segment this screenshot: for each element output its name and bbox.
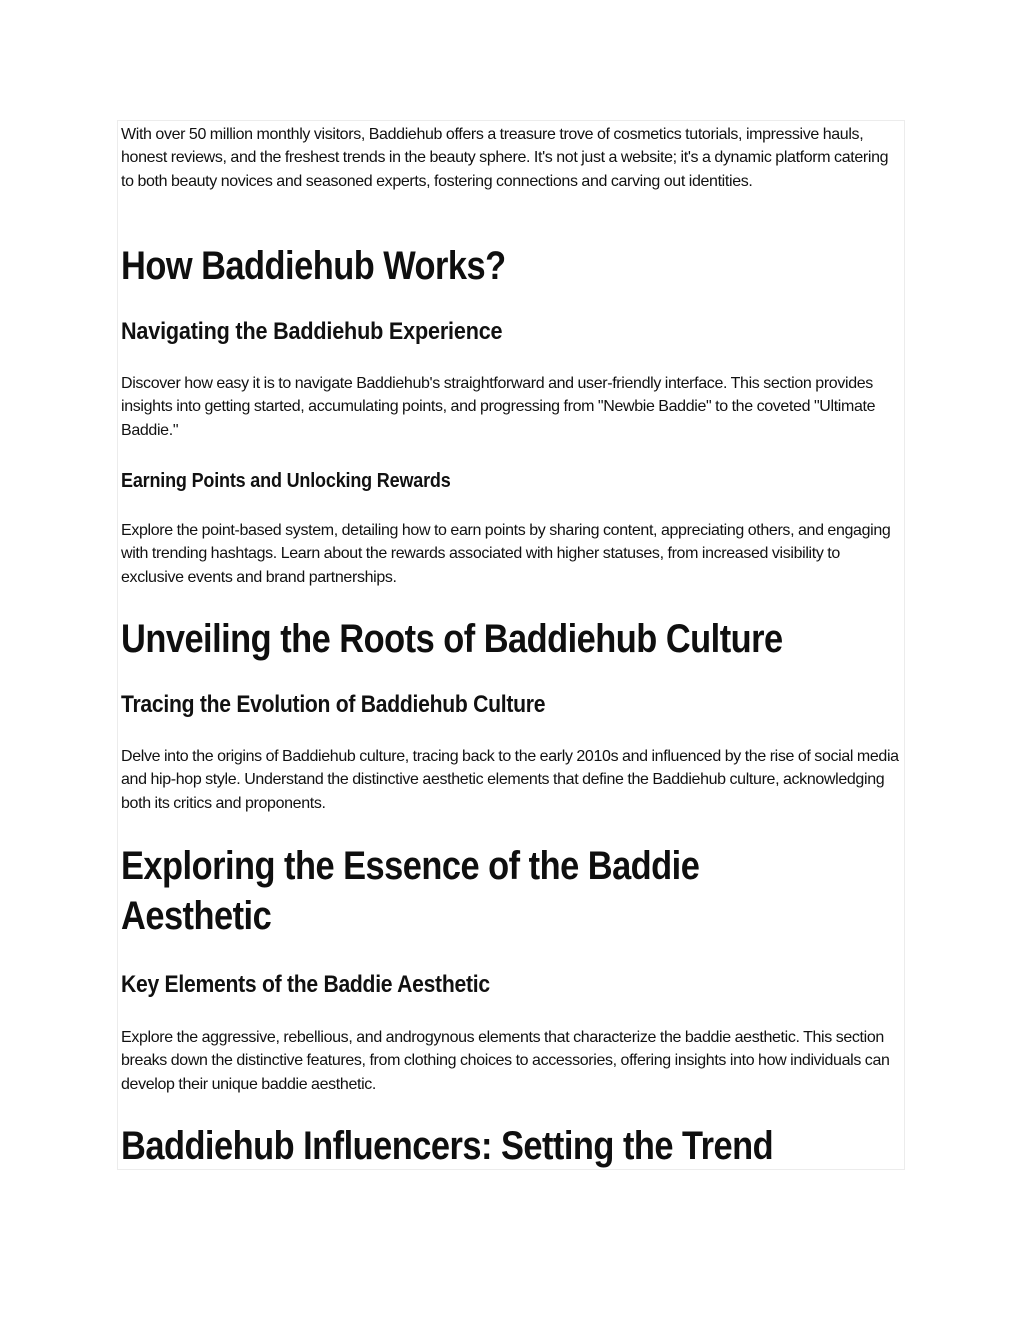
subsection-title-earning-points: Earning Points and Unlocking Rewards xyxy=(121,470,451,492)
section-heading-essence: Exploring the Essence of the Baddie Aesthetic xyxy=(121,844,700,938)
subsection-body-navigating: Discover how easy it is to navigate Baddiehub's straightforward and user-friendly interface. This section provides insights into getting started, accumulating points, and progressing from "Newbie Baddie" to the coveted "Ultimate Baddie." xyxy=(121,375,876,439)
intro-paragraph: With over 50 million monthly visitors, Baddiehub offers a treasure trove of cosmetics tutorials, impressive hauls, honest reviews, and the freshest trends in the beauty sphere. It's not just a website; it's a dynamic platform catering to both beauty novices and seasoned experts, fostering connections and carving out identities. xyxy=(121,126,889,190)
subsection-title-navigating: Navigating the Baddiehub Experience xyxy=(121,318,503,345)
subsection-body-key-elements: Explore the aggressive, rebellious, and androgynous elements that characterize the baddie aesthetic. This section breaks down the distinctive features, from clothing choices to accessories, offering insights into how individuals can develop their unique baddie aesthetic. xyxy=(121,1029,890,1093)
subsection-title-evolution: Tracing the Evolution of Baddiehub Culture xyxy=(121,691,546,718)
section-heading-influencers: Baddiehub Influencers: Setting the Trend xyxy=(121,1124,774,1168)
subsection-body-earning-points: Explore the point-based system, detailing how to earn points by sharing content, appreciating others, and engaging with trending hashtags. Learn about the rewards associated with higher statuses, from increased visibility to exclusive events and brand partnerships. xyxy=(121,522,891,586)
section-heading-roots: Unveiling the Roots of Baddiehub Culture xyxy=(121,617,783,661)
subsection-title-key-elements: Key Elements of the Baddie Aesthetic xyxy=(121,971,490,998)
section-heading-how-it-works: How Baddiehub Works? xyxy=(121,244,506,288)
article-frame xyxy=(117,120,905,1170)
subsection-body-evolution: Delve into the origins of Baddiehub culture, tracing back to the early 2010s and influenced by the rise of social media and hip-hop style. Understand the distinctive aesthetic elements that define the Baddiehub culture, acknowledging both its critics and proponents. xyxy=(121,748,899,812)
